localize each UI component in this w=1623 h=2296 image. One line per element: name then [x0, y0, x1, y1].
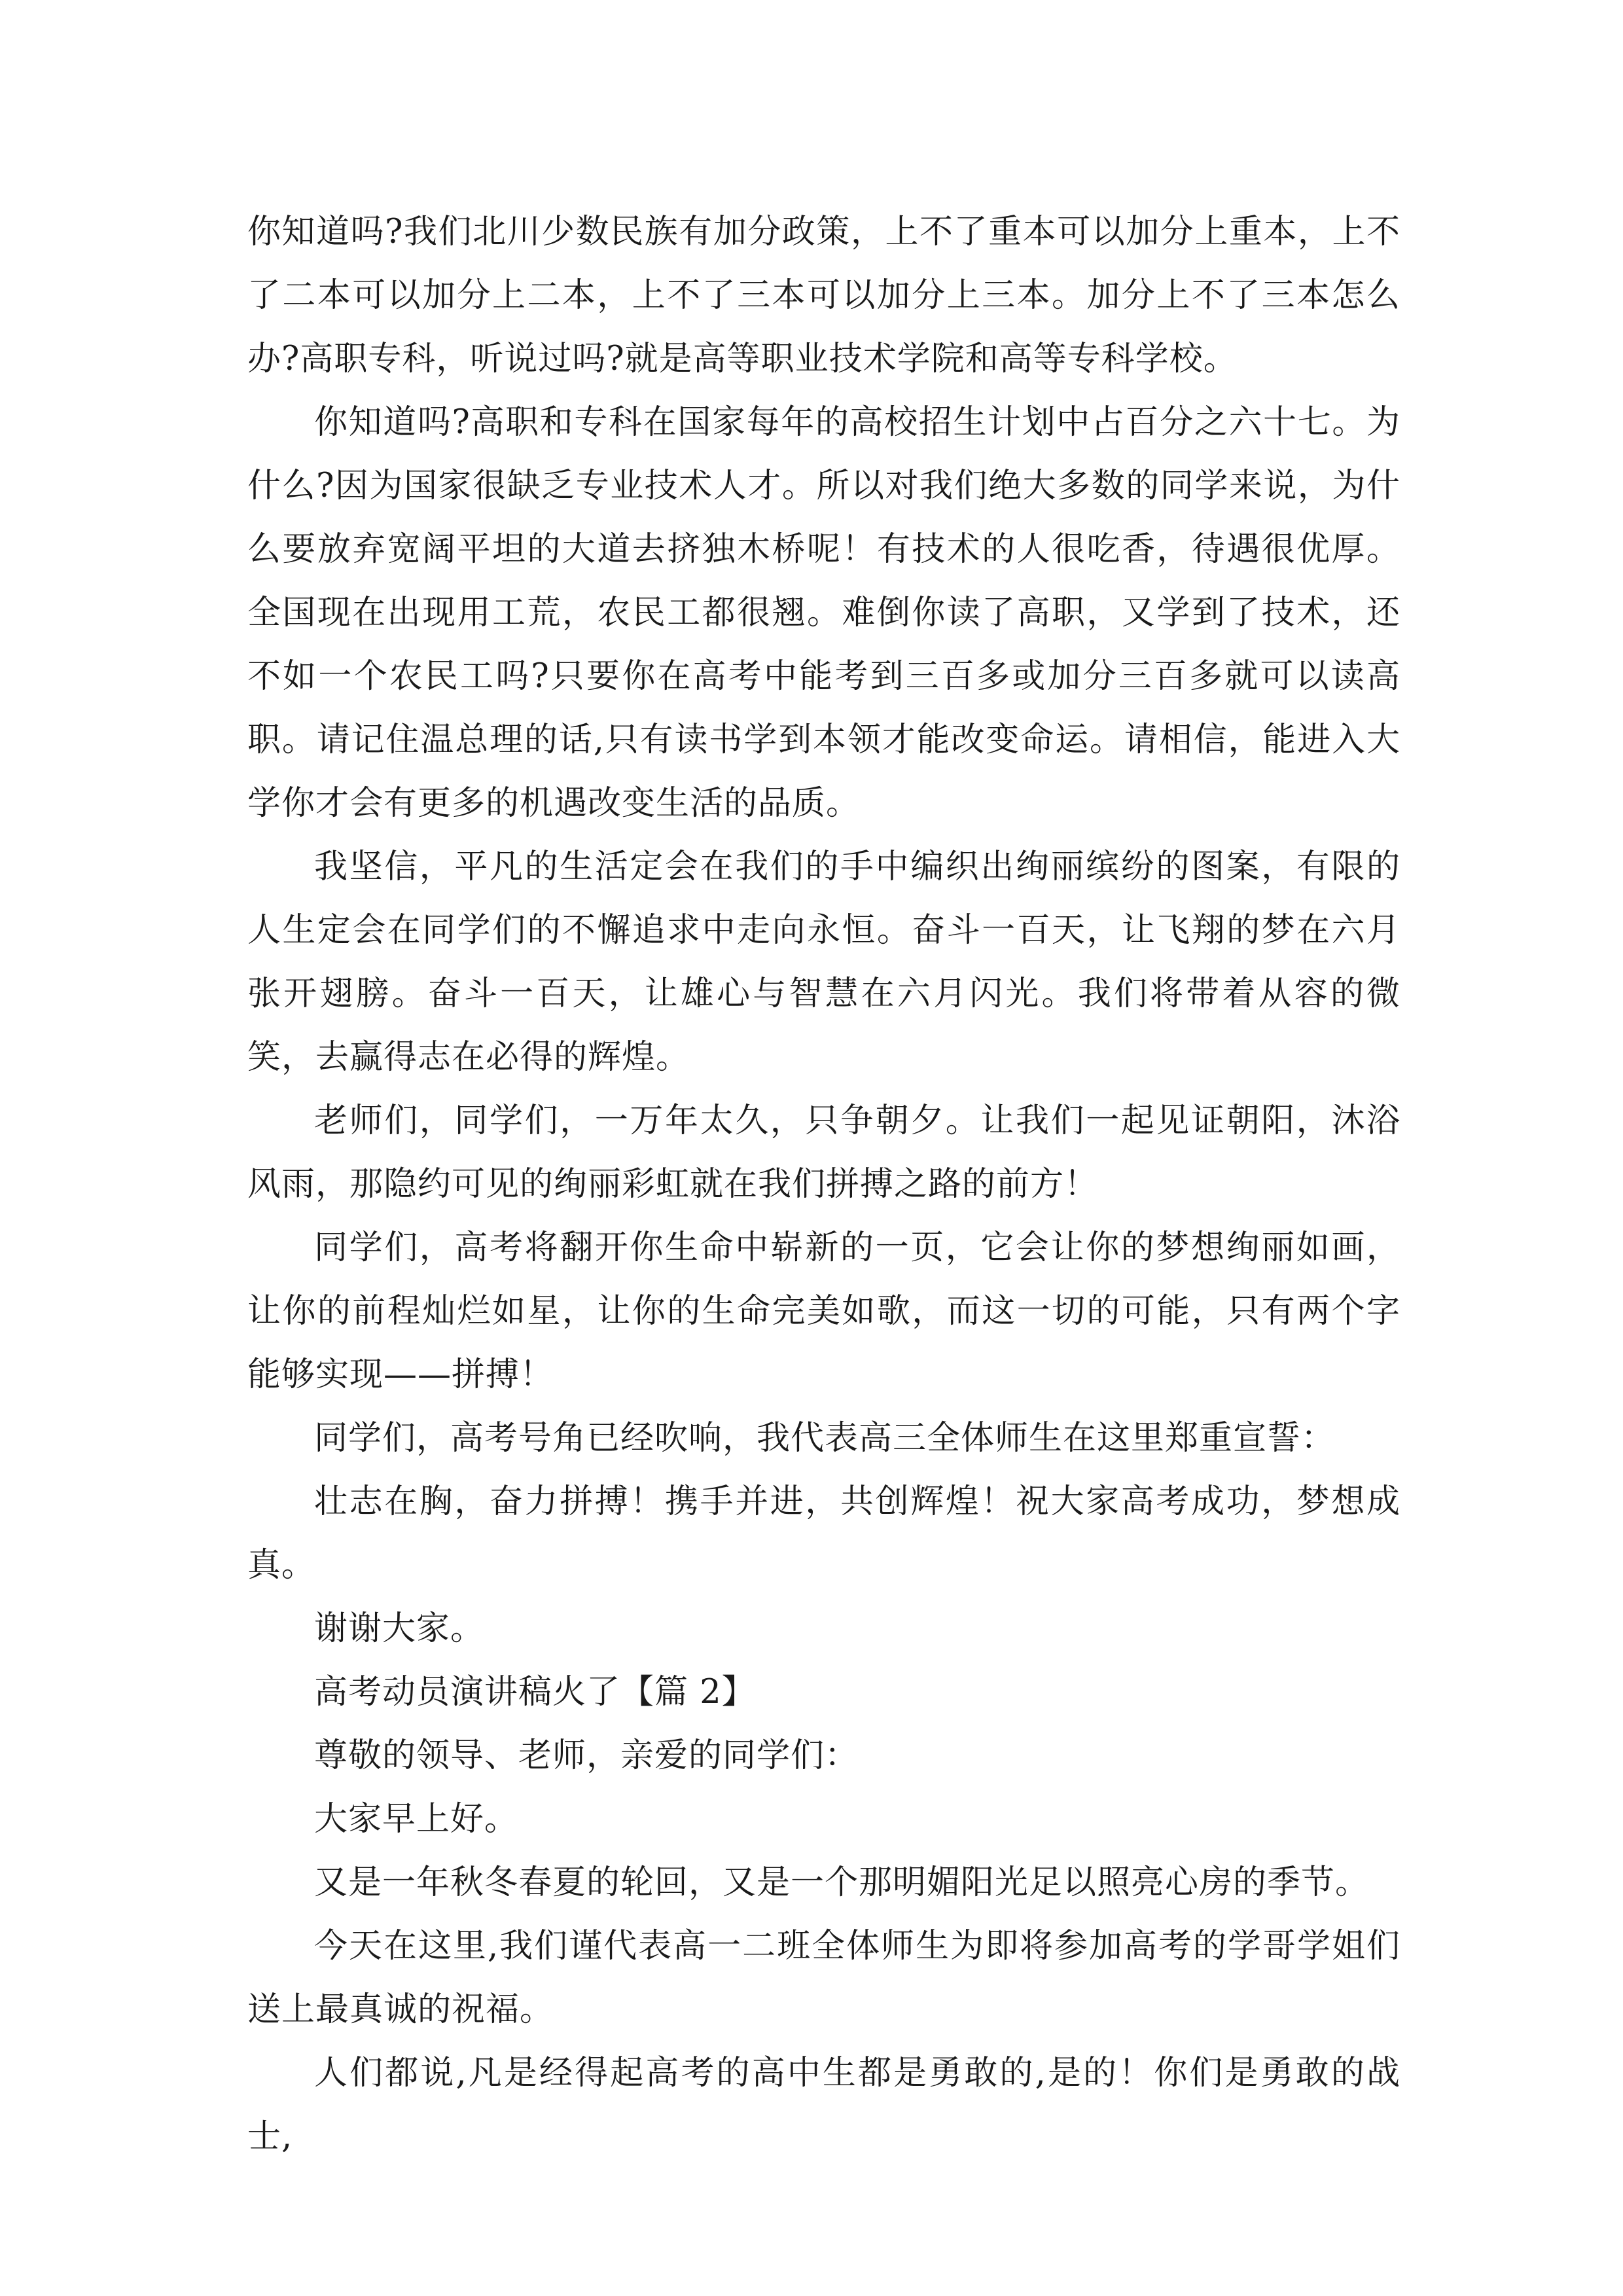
- paragraph-3: 我坚信，平凡的生活定会在我们的手中编织出绚丽缤纷的图案，有限的人生定会在同学们的不懈追求中走向永恒。奋斗一百天，让飞翔的梦在六月张开翅膀。奋斗一百天，让雄心与智慧在六月闪光。我们将带着从容的微笑，去赢得志在必得的辉煌。: [247, 848, 1400, 1077]
- paragraph-5: 同学们，高考将翻开你生命中崭新的一页，它会让你的梦想绚丽如画，让你的前程灿烂如星，让你的生命完美如歌，而这一切的可能，只有两个字能够实现——拼搏！: [247, 1229, 1400, 1394]
- paragraph-1: 你知道吗?我们北川少数民族有加分政策，上不了重本可以加分上重本，上不了二本可以加分上二本，上不了三本可以加分上三本。加分上不了三本怎么办?高职专科，听说过吗?就是高等职业技术学院和高等专科学校。: [247, 213, 1400, 378]
- greeting: 大家早上好。: [314, 1800, 519, 1839]
- document-body: [247, 200, 1400, 2168]
- paragraph-12: 又是一年秋冬春夏的轮回，又是一个那明媚阳光足以照亮心房的季节。: [314, 1863, 1370, 1902]
- paragraph-8: 谢谢大家。: [314, 1609, 485, 1648]
- paragraph-2: 你知道吗?高职和专科在国家每年的高校招生计划中占百分之六十七。为什么?因为国家很缺乏专业技术人才。所以对我们绝大多数的同学来说，为什么要放弃宽阔平坦的大道去挤独木桥呢！有技术的人很吃香，待遇很优厚。全国现在出现用工荒，农民工都很翘。难倒你读了高职，又学到了技术，还不如一个农民工吗?只要你在高考中能考到三百多或加分三百多就可以读高职。请记住温总理的话,只有读书学到本领才能改变命运。请相信，能进入大学你才会有更多的机遇改变生活的品质。: [247, 403, 1400, 823]
- paragraph-13: 今天在这里,我们谨代表高一二班全体师生为即将参加高考的学哥学姐们送上最真诚的祝福。: [247, 1927, 1400, 2029]
- paragraph-4: 老师们，同学们，一万年太久，只争朝夕。让我们一起见证朝阳，沐浴风雨，那隐约可见的绚丽彩虹就在我们拼搏之路的前方！: [247, 1102, 1400, 1204]
- paragraph-7: 壮志在胸，奋力拼搏！携手并进，共创辉煌！祝大家高考成功，梦想成真。: [247, 1482, 1400, 1585]
- salutation: 尊敬的领导、老师，亲爱的同学们：: [314, 1736, 859, 1775]
- paragraph-14: 人们都说,凡是经得起高考的高中生都是勇敢的,是的！你们是勇敢的战士,: [247, 2054, 1400, 2156]
- paragraph-6: 同学们，高考号角已经吹响，我代表高三全体师生在这里郑重宣誓：: [314, 1419, 1336, 1458]
- section-heading: 高考动员演讲稿火了【篇 2】: [314, 1673, 756, 1712]
